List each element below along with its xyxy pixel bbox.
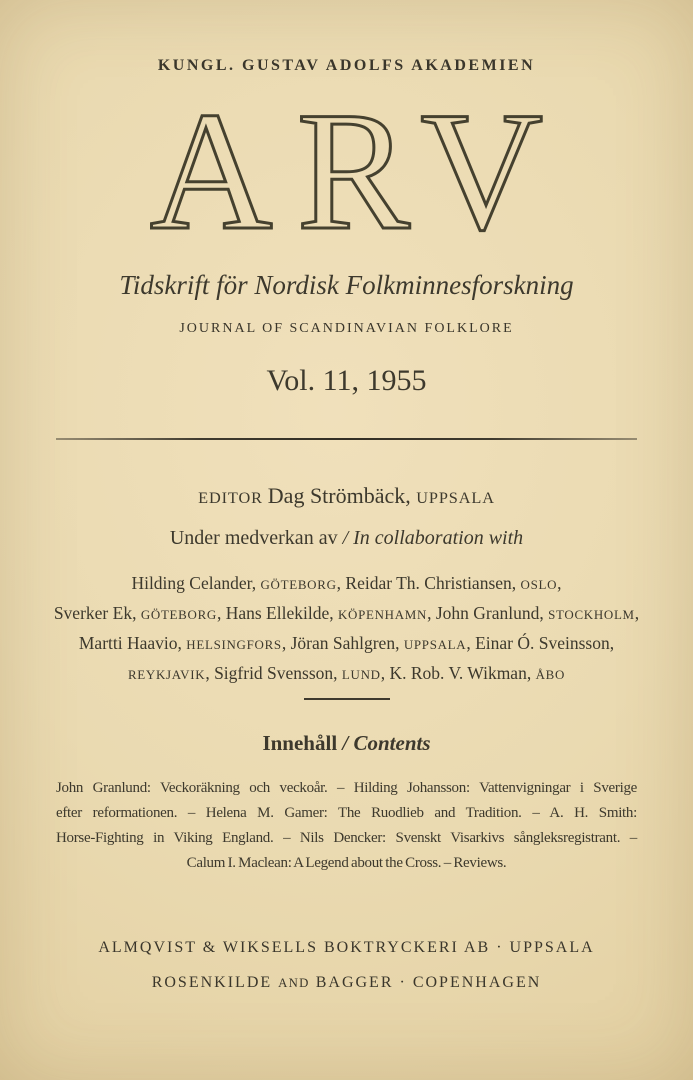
- publisher-block: [0, 930, 693, 1001]
- contents-summary: [56, 776, 637, 876]
- collaborators-list-line: Hilding Celander, GÖTEBORG, Reidar Th. Christiansen, OSLO,: [131, 573, 562, 593]
- contents-heading: Innehåll / Contents: [262, 731, 431, 755]
- collaboration-intro: Under medverkan av / In collaboration with: [169, 527, 524, 549]
- contents-summary-line: John Granlund: Veckoräkning och veckoår. – Hilding Johansson: Vattenvigningar i Sverige: [56, 780, 637, 796]
- collaborators-list-line: Sverker Ek, GÖTEBORG, Hans Ellekilde, KÖPENHAMN, John Granlund, STOCKHOLM,: [53, 603, 640, 623]
- editor-line: EDITOR Dag Strömbäck, UPPSALA: [198, 483, 495, 508]
- short-divider-rule: [304, 698, 390, 700]
- contents-summary-line: Calum I. Maclean: A Legend about the Cross. – Reviews.: [186, 855, 507, 871]
- collaborators-list-line: REYKJAVIK, Sigfrid Svensson, LUND, K. Rob. V. Wikman, ÅBO: [127, 663, 566, 683]
- volume-year: Vol. 11, 1955: [266, 364, 427, 397]
- collaborators-list: [0, 569, 693, 689]
- contents-summary-line: efter reformationen. – Helena M. Gamer: The Ruodlieb and Tradition. – A. H. Smith:: [56, 805, 637, 821]
- journal-logo: ARV: [149, 77, 568, 265]
- subtitle-english: JOURNAL OF SCANDINAVIAN FOLKLORE: [179, 321, 514, 336]
- main-horizontal-rule: [56, 438, 637, 440]
- collaborators-list-line: Martti Haavio, HELSINGFORS, Jöran Sahlgren, UPPSALA, Einar Ó. Sveinsson,: [78, 633, 615, 653]
- subtitle-swedish: Tidskrift för Nordisk Folkminnesforskning: [119, 270, 574, 300]
- publisher-line: ROSENKILDE AND BAGGER · COPENHAGEN: [151, 974, 542, 991]
- contents-summary-line: Horse-Fighting in Viking England. – Nils Dencker: Svenskt Visarkivs sångleksregistrant. –: [56, 830, 637, 846]
- academy-name: KUNGL. GUSTAV ADOLFS AKADEMIEN: [157, 57, 536, 74]
- printer-line: ALMQVIST & WIKSELLS BOKTRYCKERI AB · UPPSALA: [98, 939, 595, 956]
